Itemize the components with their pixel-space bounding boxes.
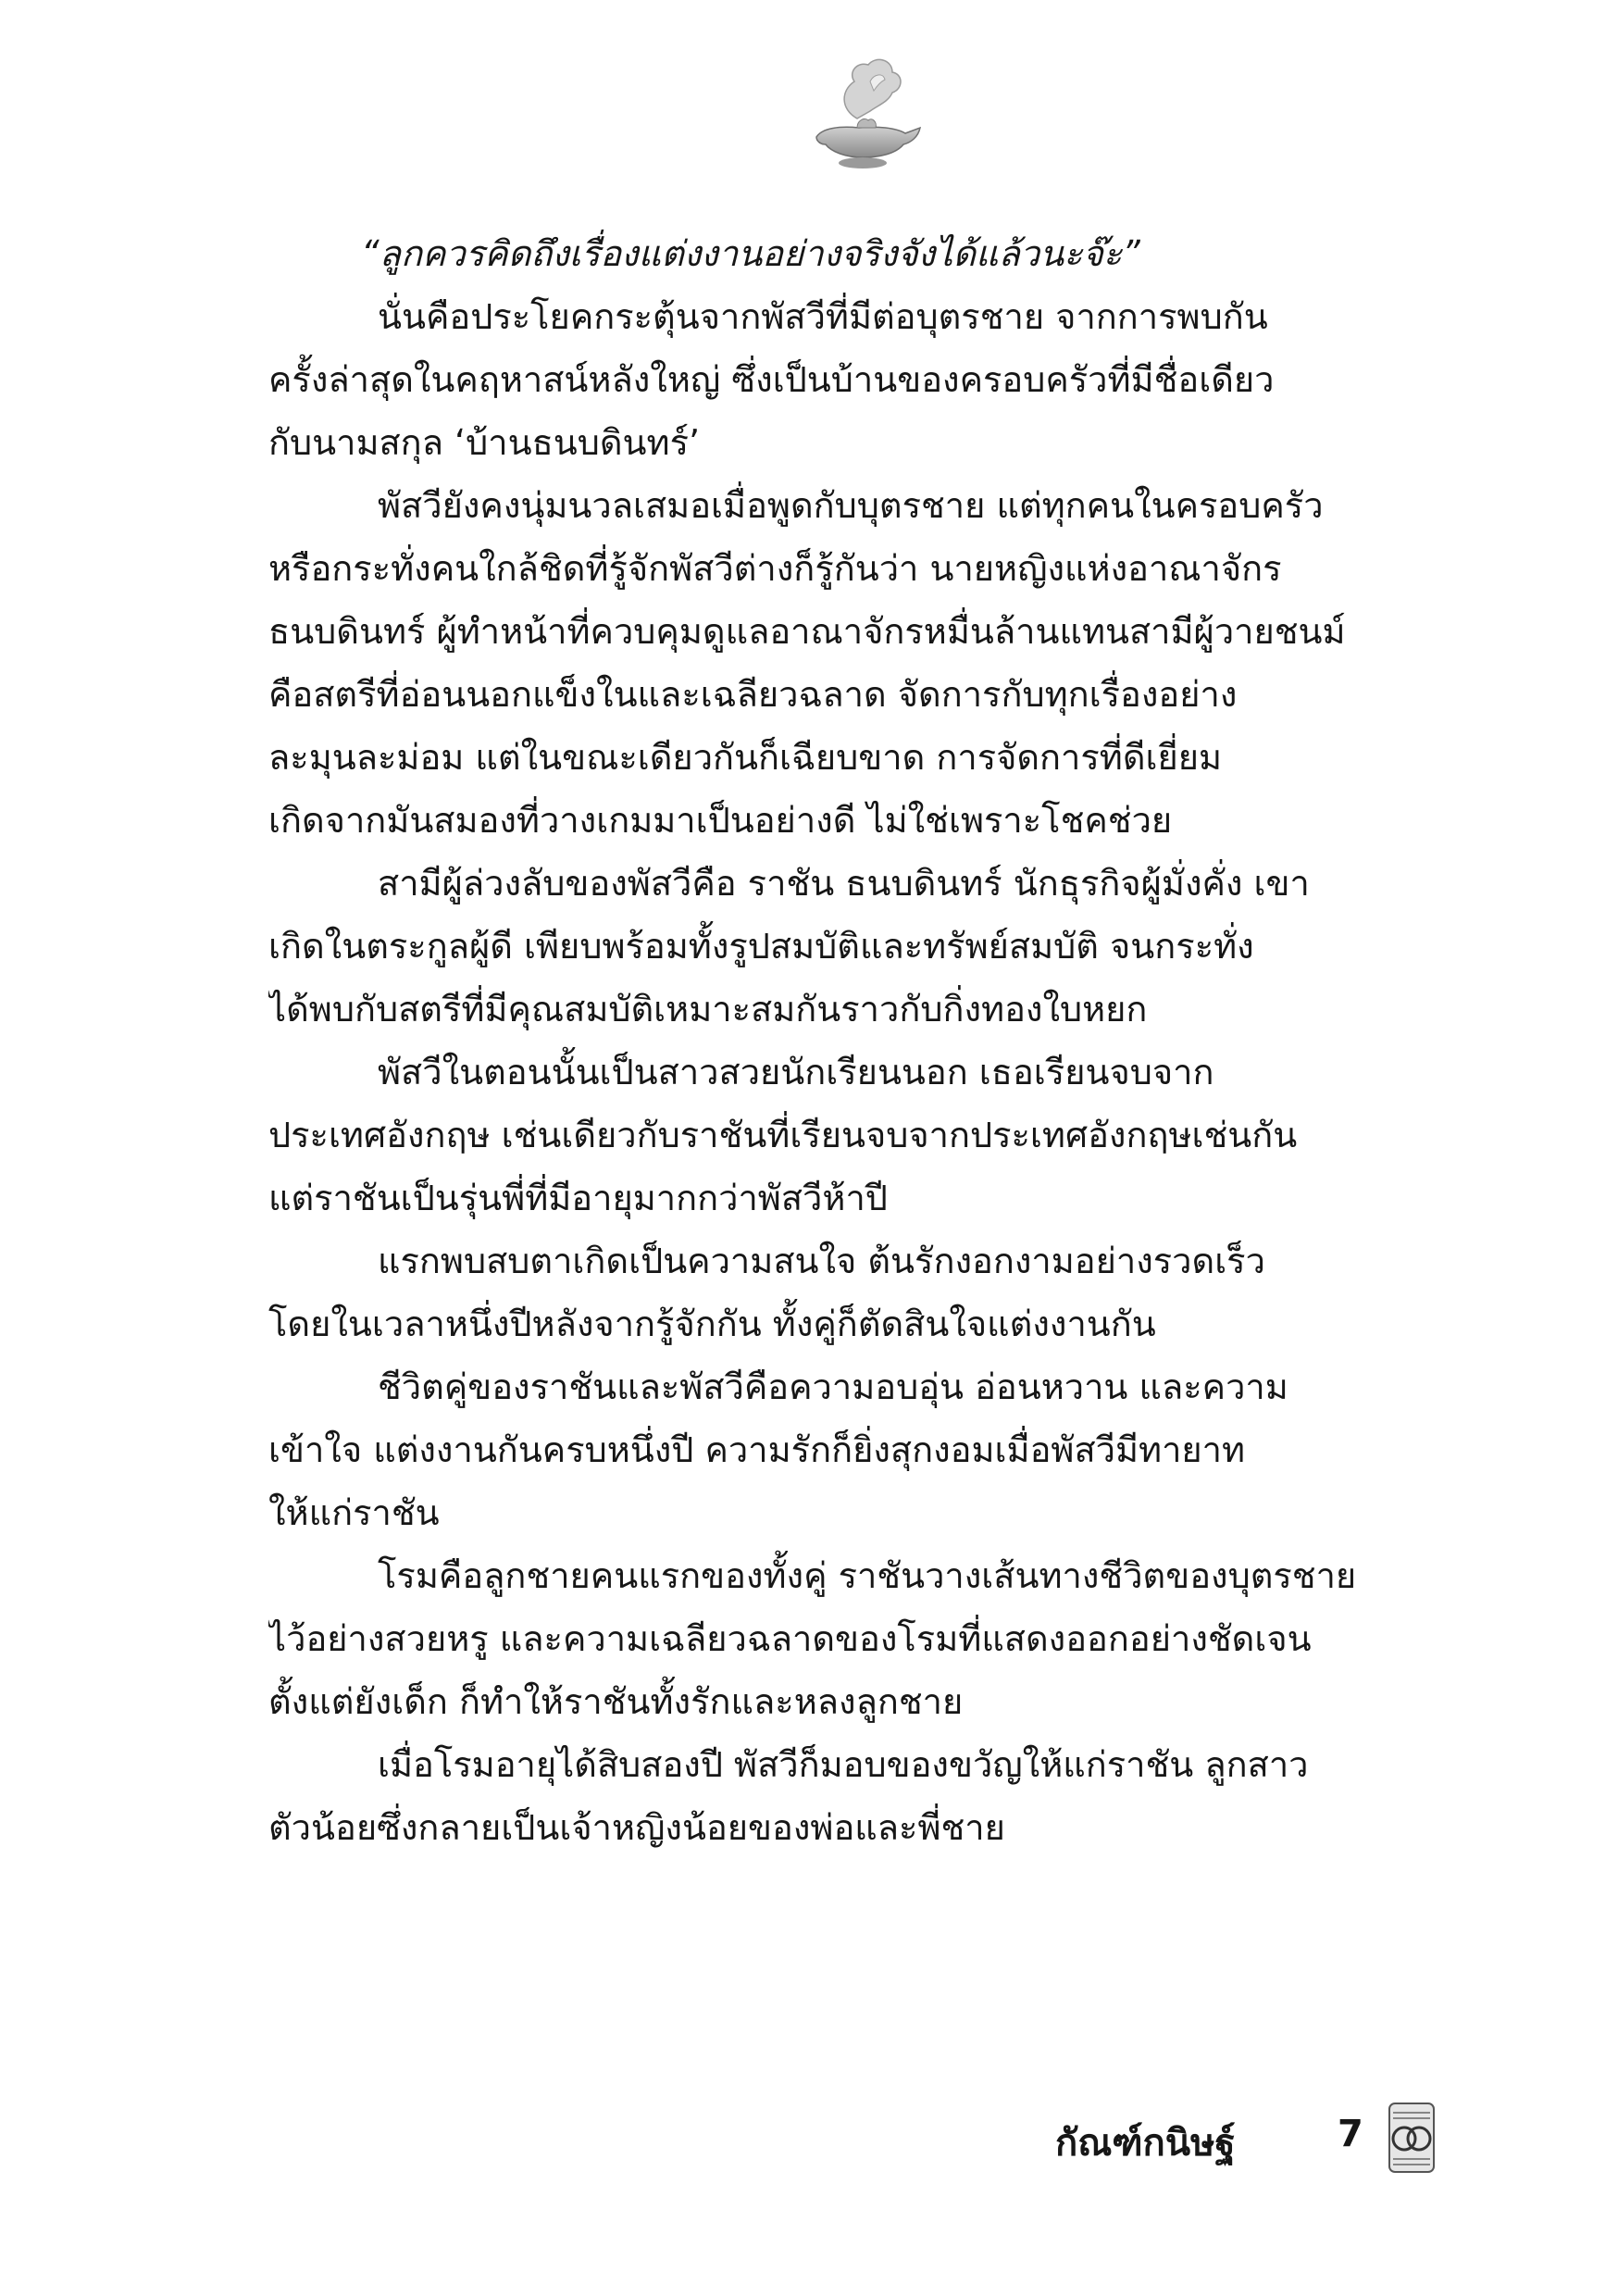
- text-line: ชีวิตคู่ของราชันและพัสวีคือความอบอุ่น อ่อนหวาน และความ: [378, 1366, 1288, 1407]
- body-text: [268, 222, 1472, 1859]
- text-line: ตัวน้อยซึ่งกลายเป็นเจ้าหญิงน้อยของพ่อและพี่ชาย: [268, 1807, 1005, 1848]
- quote-line: “ลูกควรคิดถึงเรื่องแต่งงานอย่างจริงจังได้แล้วนะจ๊ะ”: [361, 233, 1140, 274]
- text-line: ละมุนละม่อม แต่ในขณะเดียวกันก็เฉียบขาด การจัดการที่ดีเยี่ยม: [268, 737, 1223, 778]
- text-line: เข้าใจ แต่งงานกันครบหนึ่งปี ความรักก็ยิ่งสุกงอมเมื่อพัสวีมีทายาท: [268, 1429, 1246, 1470]
- text-line: ประเทศอังกฤษ เช่นเดียวกับราชันที่เรียนจบจากประเทศอังกฤษเช่นกัน: [268, 1115, 1298, 1155]
- text-line: แรกพบสบตาเกิดเป็นความสนใจ ต้นรักงอกงามอย่างรวดเร็ว: [378, 1241, 1265, 1281]
- text-line: ครั้งล่าสุดในคฤหาสน์หลังใหญ่ ซึ่งเป็นบ้านของครอบครัวที่มีชื่อเดียว: [268, 359, 1275, 400]
- text-line: หรือกระทั่งคนใกล้ชิดที่รู้จักพัสวีต่างก็รู้กันว่า นายหญิงแห่งอาณาจักร: [268, 548, 1282, 589]
- text-line: พัสวีในตอนนั้นเป็นสาวสวยนักเรียนนอก เธอเรียนจบจาก: [378, 1052, 1214, 1092]
- page-number: 7: [1338, 2113, 1363, 2155]
- text-line: เมื่อโรมอายุได้สิบสองปี พัสวีก็มอบของขวัญให้แก่ราชัน ลูกสาว: [378, 1744, 1309, 1785]
- text-line: นั่นคือประโยคกระตุ้นจากพัสวีที่มีต่อบุตรชาย จากการพบกัน: [378, 296, 1268, 337]
- text-line: ตั้งแต่ยังเด็ก ก็ทำให้ราชันทั้งรักและหลงลูกชาย: [268, 1681, 964, 1722]
- twin-rings-emblem-icon: [1384, 2102, 1439, 2174]
- text-line: ไว้อย่างสวยหรู และความเฉลียวฉลาดของโรมที่แสดงออกอย่างชัดเจน: [268, 1618, 1312, 1659]
- text-line: แต่ราชันเป็นรุ่นพี่ที่มีอายุมากกว่าพัสวีห้าปี: [268, 1178, 888, 1218]
- text-line: สามีผู้ล่วงลับของพัสวีคือ ราชัน ธนบดินทร์ นักธุรกิจผู้มั่งคั่ง เขา: [378, 863, 1310, 904]
- text-line: พัสวียังคงนุ่มนวลเสมอเมื่อพูดกับบุตรชาย แต่ทุกคนในครอบครัว: [378, 485, 1324, 526]
- book-title: กัณฑ์กนิษฐ์: [1055, 2122, 1236, 2165]
- text-line: ได้พบกับสตรีที่มีคุณสมบัติเหมาะสมกันราวกับกิ่งทองใบหยก: [268, 989, 1148, 1029]
- text-line: เกิดในตระกูลผู้ดี เพียบพร้อมทั้งรูปสมบัติและทรัพย์สมบัติ จนกระทั่ง: [268, 926, 1254, 967]
- text-line: ธนบดินทร์ ผู้ทำหน้าที่ควบคุมดูแลอาณาจักรหมื่นล้านแทนสามีผู้วายชนม์: [268, 611, 1346, 652]
- text-line: ให้แก่ราชัน: [268, 1492, 440, 1533]
- page-footer: [1018, 2102, 1444, 2176]
- text-line: คือสตรีที่อ่อนนอกแข็งในและเฉลียวฉลาด จัดการกับทุกเรื่องอย่าง: [268, 674, 1238, 715]
- text-line: กับนามสกุล ‘บ้านธนบดินทร์’: [268, 422, 701, 463]
- text-line: โดยในเวลาหนึ่งปีหลังจากรู้จักกัน ทั้งคู่ก็ตัดสินใจแต่งงานกัน: [268, 1304, 1156, 1344]
- genie-lamp-icon: [803, 54, 926, 174]
- text-line: โรมคือลูกชายคนแรกของทั้งคู่ ราชันวางเส้นทางชีวิตของบุตรชาย: [378, 1555, 1357, 1596]
- text-line: เกิดจากมันสมองที่วางเกมมาเป็นอย่างดี ไม่ใช่เพราะโชคช่วย: [268, 800, 1173, 841]
